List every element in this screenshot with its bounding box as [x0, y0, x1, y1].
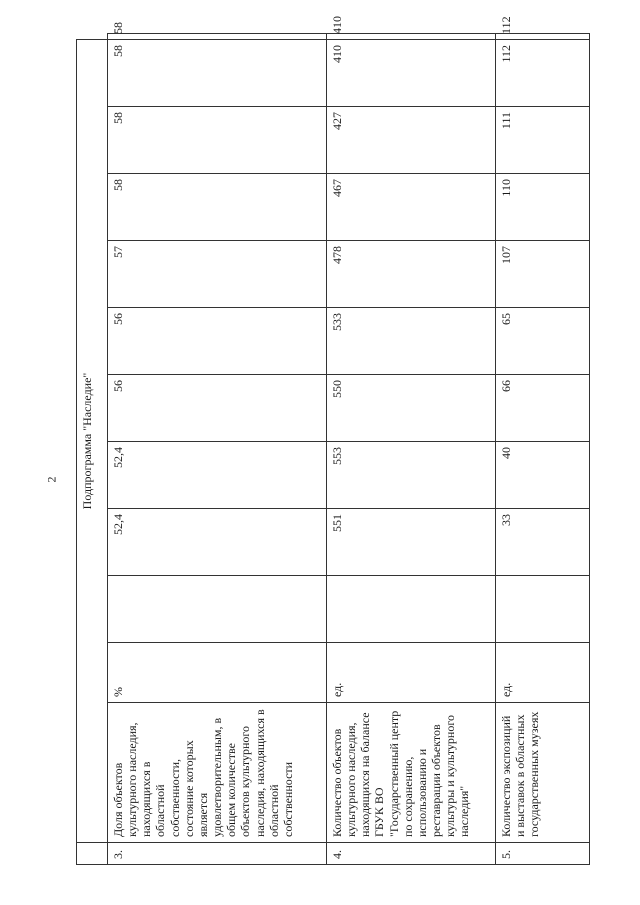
indicator-name: Количество объектов культурного наследия, находящихся на балансе ГБУК ВО "Государственный центр по сохранению, использованию и реставрации объектов культуры и культурного наследия": [327, 703, 496, 843]
table-row: [108, 34, 327, 865]
value-cell: 112: [496, 39, 590, 106]
value-cell: 56: [108, 308, 327, 375]
value-cell: 533: [327, 308, 496, 375]
table-row: [327, 34, 496, 865]
indicator-name: Количество экспозиций и выставок в областных государственных музеях: [496, 703, 590, 843]
row-number: 5.: [496, 843, 590, 865]
value-cell: 58: [108, 39, 327, 106]
value-cell: 553: [327, 442, 496, 509]
page-number: 2: [44, 476, 59, 483]
value-cell: 52,4: [108, 442, 327, 509]
value-cell: 66: [496, 375, 590, 442]
value-cell: 33: [496, 509, 590, 576]
table-frame: [76, 15, 590, 865]
row-number: 3.: [108, 843, 327, 865]
row-number: 4.: [327, 843, 496, 865]
subprogram-header-row: [77, 34, 108, 865]
unit: ед.: [496, 643, 590, 703]
table-row: [496, 34, 590, 865]
value-cell: [108, 576, 327, 643]
value-cell: 110: [496, 174, 590, 241]
value-cell: 40: [496, 442, 590, 509]
value-cell: [496, 576, 590, 643]
indicator-table: [76, 15, 590, 865]
value-cell: 52,4: [108, 509, 327, 576]
value-cell: 427: [327, 107, 496, 174]
subprogram-title: Подпрограмма "Наследие": [77, 39, 108, 842]
value-cell: 111: [496, 107, 590, 174]
value-cell: 58: [108, 34, 327, 40]
value-cell: 410: [327, 39, 496, 106]
unit: %: [108, 643, 327, 703]
value-cell: 56: [108, 375, 327, 442]
value-cell: 478: [327, 241, 496, 308]
value-cell: 58: [108, 107, 327, 174]
value-cell: 467: [327, 174, 496, 241]
value-cell: 550: [327, 375, 496, 442]
value-cell: 410: [327, 34, 496, 40]
value-cell: [327, 576, 496, 643]
value-cell: 65: [496, 308, 590, 375]
value-cell: 107: [496, 241, 590, 308]
value-cell: 57: [108, 241, 327, 308]
rotated-table-region: [76, 15, 590, 865]
value-cell: 58: [108, 174, 327, 241]
header-empty-cell: [77, 843, 108, 865]
value-cell: 112: [496, 34, 590, 40]
unit: ед.: [327, 643, 496, 703]
indicator-name: Доля объектов культурного наследия, находящихся в областной собственности, состояние которых является удовлетворительным, в общем количестве объектов культурного наследия, находящихся в областной собственности: [108, 703, 327, 843]
value-cell: 551: [327, 509, 496, 576]
